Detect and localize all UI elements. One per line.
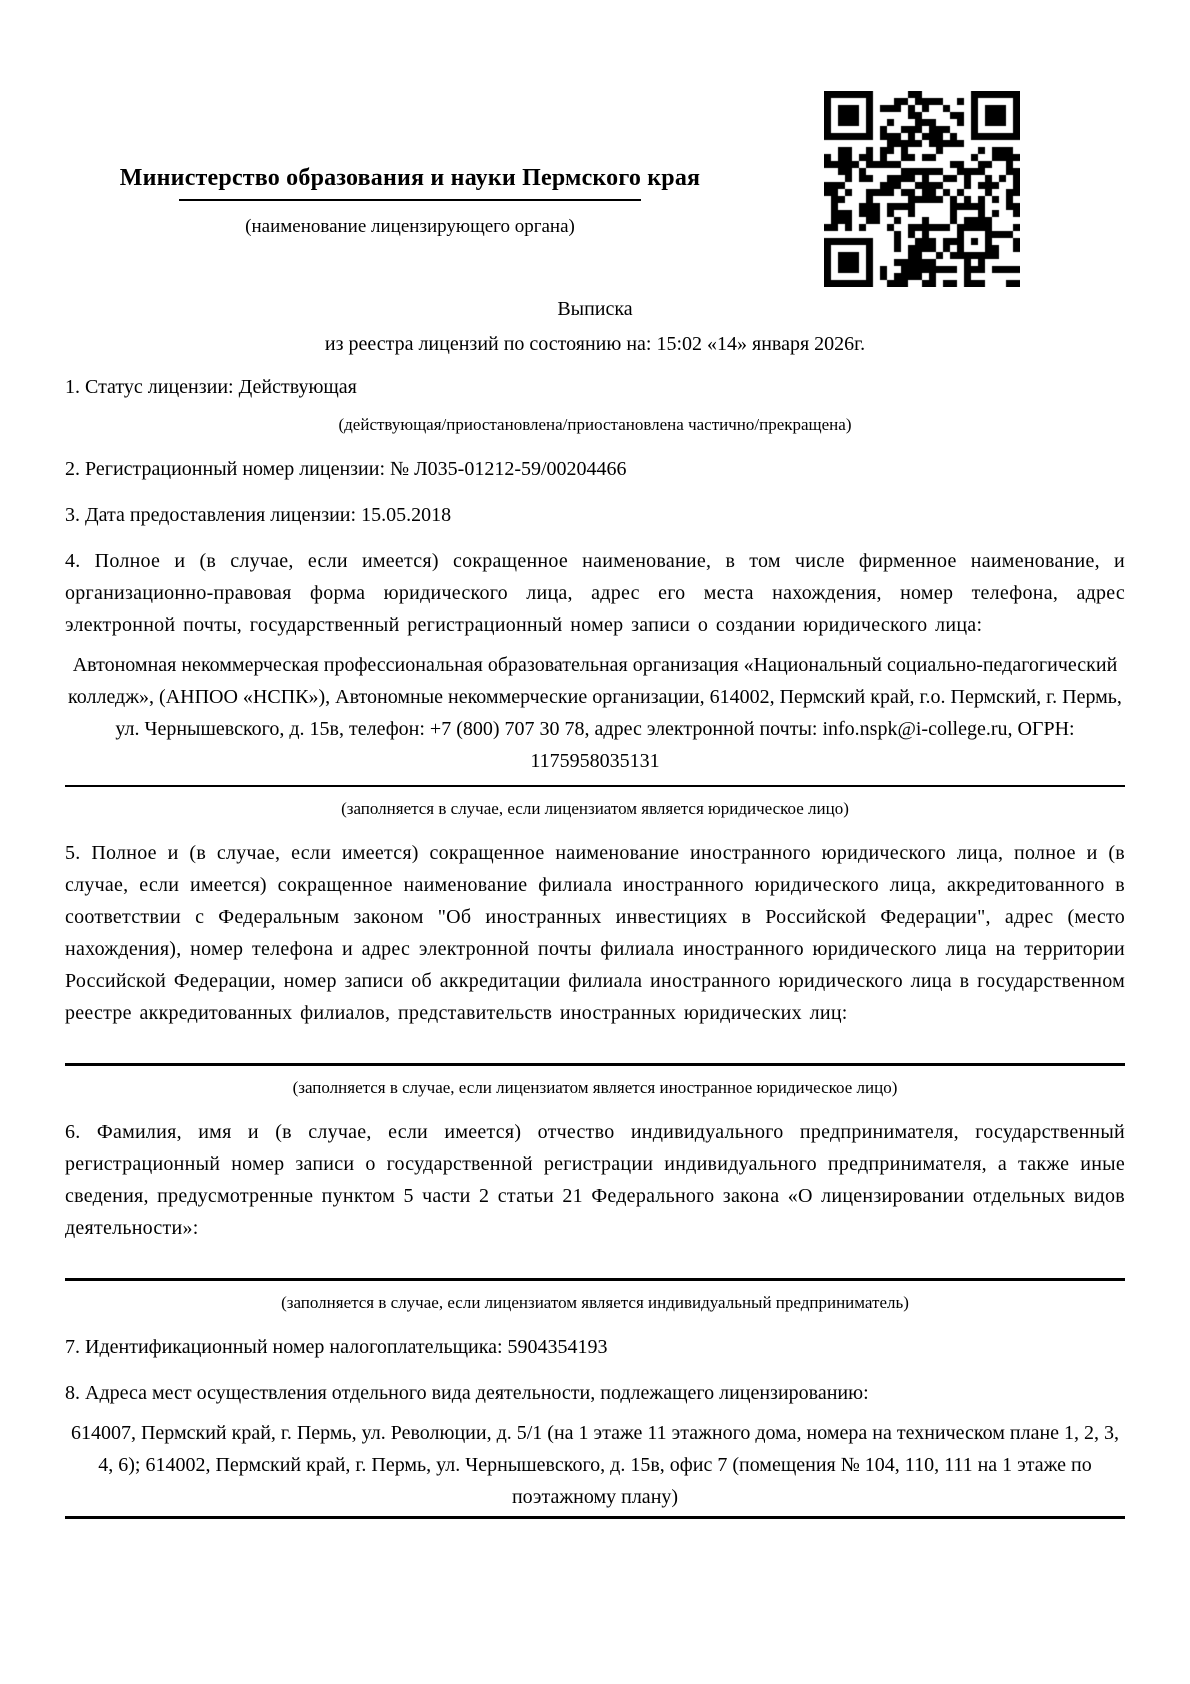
authority-underline [179, 199, 641, 201]
item-5-foreign-entity-heading: 5. Полное и (в случае, если имеется) сокращенное наименование иностранного юридического лица, полное и (в случае, если имеется) сокращенное наименование филиала иностранного юридического лица, аккредитованного в соответствии с Федеральным законом "Об иностранных инвестициях в Российской Федерации", адрес (место нахождения), номер телефона и адрес электронной почты филиала иностранного юридического лица на территории Российской Федерации, номер записи об аккредитации филиала иностранного юридического лица в государственном реестре аккредитованных филиалов, представительств иностранных юридических лиц: [65, 842, 1125, 1024]
item-2-registration-number: 2. Регистрационный номер лицензии: № Л035-01212-59/00204466 [65, 458, 627, 480]
qr-code [824, 91, 1020, 287]
licensing-authority-caption: (наименование лицензирующего органа) [245, 216, 575, 237]
item-1-license-status: 1. Статус лицензии: Действующая [65, 376, 357, 398]
item-6-entrepreneur-caption: (заполняется в случае, если лицензиатом является индивидуальный предприниматель) [281, 1293, 909, 1312]
document-subtitle: из реестра лицензий по состоянию на: 15:02 «14» января 2026г. [324, 333, 866, 355]
item-3-license-grant-date: 3. Дата предоставления лицензии: 15.05.2018 [65, 504, 452, 526]
item-4-legal-entity-heading: 4. Полное и (в случае, если имеется) сокращенное наименование, в том числе фирменное наименование, и организационно-правовая форма юридического лица, адрес его места нахождения, номер телефона, адрес электронной почты, государственный регистрационный номер записи о создании юридического лица: [65, 550, 1125, 636]
field-rule-entrepreneur [65, 1278, 1125, 1281]
item-5-foreign-entity-caption: (заполняется в случае, если лицензиатом является иностранное юридическое лицо) [292, 1078, 898, 1097]
item-6-entrepreneur-heading: 6. Фамилия, имя и (в случае, если имеется) отчество индивидуального предпринимателя, государственный регистрационный номер записи о государственной регистрации индивидуального предпринимателя, а также иные сведения, предусмотренные пунктом 5 части 2 статьи 21 Федерального закона «О лицензировании отдельных видов деятельности»: [65, 1121, 1125, 1239]
item-8-activity-addresses-value: 614007, Пермский край, г. Пермь, ул. Революции, д. 5/1 (на 1 этаже 11 этажного дома, номера на техническом плане 1, 2, 3, 4, 6); 614002, Пермский край, г. Пермь, ул. Чернышевского, д. 15в, офис 7 (помещения № 104, 110, 111 на 1 этаже по поэтажному плану) [70, 1422, 1120, 1508]
document-header [95, 163, 725, 239]
document-body [65, 296, 1125, 1519]
item-7-taxpayer-id: 7. Идентификационный номер налогоплательщика: 5904354193 [65, 1336, 608, 1358]
item-1-status-options-caption: (действующая/приостановлена/приостановлена частично/прекращена) [338, 415, 852, 434]
field-rule-legal-entity [65, 785, 1125, 787]
item-8-activity-addresses-heading: 8. Адреса мест осуществления отдельного вида деятельности, подлежащего лицензированию: [65, 1382, 869, 1404]
licensing-authority-name: Министерство образования и науки Пермского края [119, 165, 701, 191]
item-4-legal-entity-value: Автономная некоммерческая профессиональная образовательная организация «Национальный социально-педагогический колледж», (АНПОО «НСПК»), Автономные некоммерческие организации, 614002, Пермский край, г.о. Пермский, г. Пермь, ул. Чернышевского, д. 15в, телефон: +7 (800) 707 30 78, адрес электронной почты: info.nspk@i-college.ru, ОГРН: 1175958035131 [68, 654, 1122, 772]
field-rule-foreign-entity [65, 1063, 1125, 1066]
field-rule-addresses [65, 1516, 1125, 1519]
document-title: Выписка [557, 298, 633, 320]
item-4-legal-entity-caption: (заполняется в случае, если лицензиатом является юридическое лицо) [341, 799, 849, 818]
